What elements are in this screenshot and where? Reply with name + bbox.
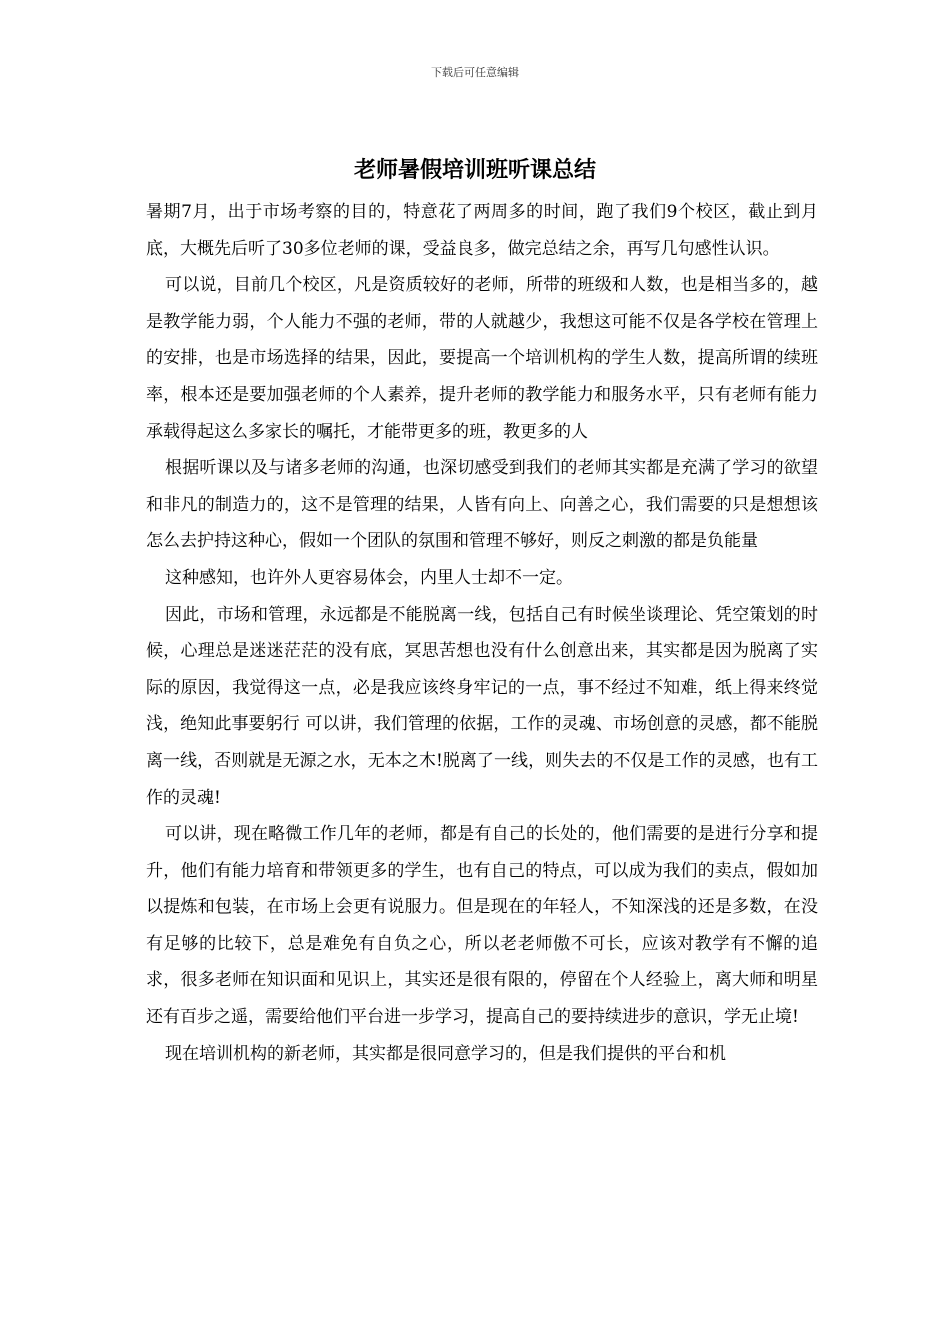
- paragraph: 可以讲，现在略微工作几年的老师，都是有自己的长处的，他们需要的是进行分享和提升，他们有能力培育和带领更多的学生，也有自己的特点，可以成为我们的卖点，假如加以提炼和包装，在市场上会更有说服力。但是现在的年轻人，不知深浅的还是多数，在没有足够的比较下，总是难免有自负之心，所以老老师傲不可长，应该对教学有不懈的追求，很多老师在知识面和见识上，其实还是很有限的，停留在个人经验上，离大师和明星还有百步之遥，需要给他们平台进一步学习，提高自己的要持续进步的意识，学无止境!: [146, 824, 818, 1028]
- paragraph: 根据听课以及与诸多老师的沟通，也深切感受到我们的老师其实都是充满了学习的欲望和非凡的制造力的，这不是管理的结果，人皆有向上、向善之心，我们需要的只是想想该怎么去护持这种心，假如一个团队的氛围和管理不够好，则反之刺激的都是负能量: [146, 458, 818, 552]
- paragraph: 可以说，目前几个校区，凡是资质较好的老师，所带的班级和人数，也是相当多的，越是教学能力弱，个人能力不强的老师，带的人就越少，我想这可能不仅是各学校在管理上的安排，也是市场选择的结果，因此，要提高一个培训机构的学生人数，提高所谓的续班率，根本还是要加强老师的个人素养，提升老师的教学能力和服务水平，只有老师有能力承载得起这么多家长的嘱托，才能带更多的班，教更多的人: [146, 275, 818, 442]
- document-title: 老师暑假培训班听课总结: [353, 157, 596, 183]
- paragraph: 暑期7月，出于市场考察的目的，特意花了两周多的时间，跑了我们9个校区，截止到月底，大概先后听了30多位老师的课，受益良多，做完总结之余，再写几句感性认识。: [146, 202, 818, 259]
- paragraph: 因此，市场和管理，永远都是不能脱离一线，包括自己有时候坐谈理论、凭空策划的时候，心理总是迷迷茫茫的没有底，冥思苦想也没有什么创意出来，其实都是因为脱离了实际的原因，我觉得这一点，必是我应该终身牢记的一点，事不经过不知难，纸上得来终觉浅，绝知此事要躬行 可以讲，我们管理的依据，工作的灵魂、市场创意的灵感，都不能脱离一线，否则就是无源之水，无本之木!脱离了一线，则失去的不仅是工作的灵感，也有工作的灵魂!: [146, 604, 818, 808]
- paragraph: 现在培训机构的新老师，其实都是很同意学习的，但是我们提供的平台和机: [165, 1043, 726, 1064]
- document-body: [146, 194, 818, 1072]
- header-note: 下载后可任意编辑: [431, 66, 519, 79]
- paragraph: 这种感知，也许外人更容易体会，内里人士却不一定。: [165, 567, 573, 588]
